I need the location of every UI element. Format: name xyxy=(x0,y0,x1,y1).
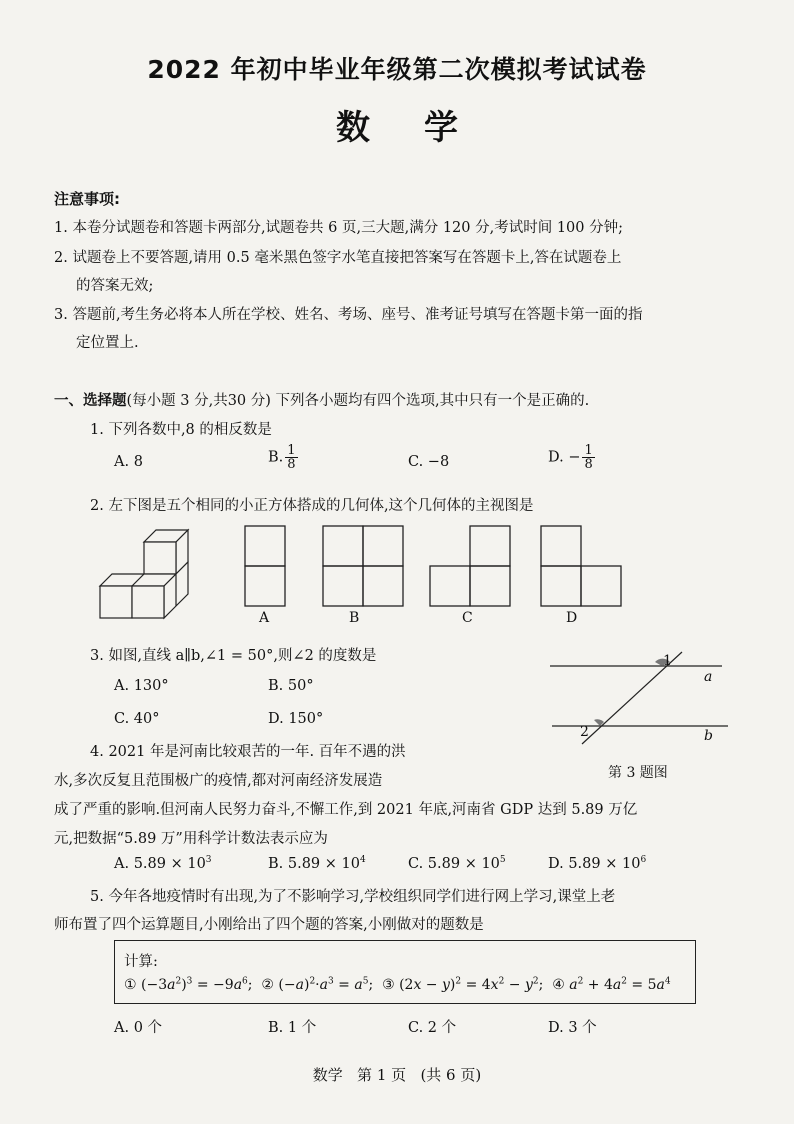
note-line-3-cont: 定位置上. xyxy=(76,335,139,351)
q4-option-a xyxy=(114,856,212,872)
q3-angle-2-label: 2 xyxy=(580,724,589,740)
q3-option-d: D. 150° xyxy=(268,711,324,727)
q1-stem: 1. 下列各数中,8 的相反数是 xyxy=(90,422,272,438)
q4-option-d-base: D. 5.89 × 10 xyxy=(548,856,641,872)
q1-option-d xyxy=(548,444,597,471)
q2-label-a: A xyxy=(259,610,270,626)
q5-item-3: ③ $(2x - y)^2 = 4x^2 - y^2$; xyxy=(377,976,544,993)
q4-line-4: 元,把数据“5.89 万”用科学计数法表示应为 xyxy=(54,831,328,847)
section-1-heading xyxy=(54,389,589,410)
q2-view-a-figure xyxy=(243,524,287,608)
q4-line-3: 成了严重的影响.但河南人民努力奋斗,不懈工作,到 2021 年底,河南省 GDP 达到 5.89 万亿 xyxy=(54,802,638,818)
section-1-title: 一、选择题 xyxy=(54,393,127,409)
q5-calculation-box xyxy=(114,940,696,1004)
q4-option-b-base: B. 5.89 × 10 xyxy=(268,856,360,872)
exam-title: 2022 年初中毕业年级第二次模拟考试试卷 xyxy=(147,55,647,84)
q5-option-c: C. 2 个 xyxy=(408,1020,457,1036)
q4-option-d-exponent: 6 xyxy=(640,855,647,866)
q2-label-d: D xyxy=(566,610,578,626)
q5-calculation-items xyxy=(124,977,671,993)
q4-option-b xyxy=(268,856,366,872)
note-line-3: 3. 答题前,考生务必将本人所在学校、姓名、考场、座号、准考证号填写在答题卡第一面的指 xyxy=(54,307,643,323)
subject-title: 数学 xyxy=(336,108,512,148)
q4-option-c-exponent: 5 xyxy=(499,855,506,866)
q1-option-c: C. −8 xyxy=(408,454,450,470)
q1-option-b xyxy=(268,444,300,471)
section-1-desc: (每小题 3 分,共30 分) 下列各小题均有四个选项,其中只有一个是正确的. xyxy=(126,393,590,409)
q1-option-d-prefix: D. − xyxy=(548,449,581,466)
q5-item-4: ④ $a^2 + 4a^2 = 5a^4$ xyxy=(547,976,671,993)
q4-option-a-base: A. 5.89 × 10 xyxy=(114,856,206,872)
q3-option-a: A. 130° xyxy=(114,678,169,694)
q1-option-d-fraction xyxy=(582,444,594,471)
q5-option-b: B. 1 个 xyxy=(268,1020,317,1036)
q3-stem: 3. 如图,直线 a∥b,∠1 = 50°,则∠2 的度数是 xyxy=(90,648,377,664)
notes-heading: 注意事项: xyxy=(54,190,120,208)
q3-option-b: B. 50° xyxy=(268,678,314,694)
q2-view-b-figure xyxy=(321,524,405,608)
q1-b-denominator: 8 xyxy=(287,457,296,472)
q5-item-1: ① $(-3a^2)^3 = -9a^6$; xyxy=(124,976,253,993)
note-line-2-cont: 的答案无效; xyxy=(76,278,154,294)
q4-line-1: 4. 2021 年是河南比较艰苦的一年. 百年不遇的洪 xyxy=(90,744,406,760)
q5-option-d: D. 3 个 xyxy=(548,1020,597,1036)
q5-item-2: ② $(-a)^2\cdot a^3 = a^5$; xyxy=(256,976,374,993)
q4-option-c-base: C. 5.89 × 10 xyxy=(408,856,500,872)
q2-stem: 2. 左下图是五个相同的小正方体搭成的几何体,这个几何体的主视图是 xyxy=(90,498,534,514)
q2-view-d-figure xyxy=(539,524,623,608)
q1-d-numerator: 1 xyxy=(584,443,593,458)
note-line-2: 2. 试题卷上不要答题,请用 0.5 毫米黑色签字水笔直接把答案写在答题卡上,答在试题卷上 xyxy=(54,250,622,266)
note-line-1: 1. 本卷分试题卷和答题卡两部分,试题卷共 6 页,三大题,满分 120 分,考试时间 100 分钟; xyxy=(54,220,623,236)
q2-label-c: C xyxy=(462,610,473,626)
page-footer: 数学 第 1 页 (共 6 页) xyxy=(312,1066,482,1084)
q4-option-a-exponent: 3 xyxy=(205,855,212,866)
q5-option-a: A. 0 个 xyxy=(114,1020,163,1036)
q1-b-numerator: 1 xyxy=(287,443,296,458)
q3-figure-caption: 第 3 题图 xyxy=(608,765,668,781)
q2-label-b: B xyxy=(349,610,360,626)
q3-line-b-label: b xyxy=(704,728,713,744)
q4-option-d xyxy=(548,856,646,872)
q4-option-b-exponent: 4 xyxy=(359,855,366,866)
q2-view-c-figure xyxy=(428,524,512,608)
q1-option-a: A. 8 xyxy=(114,454,143,470)
q5-line-2: 师布置了四个运算题目,小刚给出了四个题的答案,小刚做对的题数是 xyxy=(54,917,484,933)
q1-option-b-prefix: B. xyxy=(268,449,284,466)
q5-line-1: 5. 今年各地疫情时有出现,为了不影响学习,学校组织同学们进行网上学习,课堂上老 xyxy=(90,889,616,905)
q2-cube-solid-figure xyxy=(96,520,196,620)
q3-option-c: C. 40° xyxy=(114,711,160,727)
q4-line-2: 水,多次反复且范围极广的疫情,都对河南经济发展造 xyxy=(54,773,383,789)
q3-line-a-label: a xyxy=(704,669,713,685)
q4-option-c xyxy=(408,856,506,872)
q3-angle-1-label: 1 xyxy=(663,653,672,669)
q1-option-b-fraction xyxy=(285,444,297,471)
q5-box-title: 计算: xyxy=(124,954,158,970)
q1-d-denominator: 8 xyxy=(584,457,593,472)
